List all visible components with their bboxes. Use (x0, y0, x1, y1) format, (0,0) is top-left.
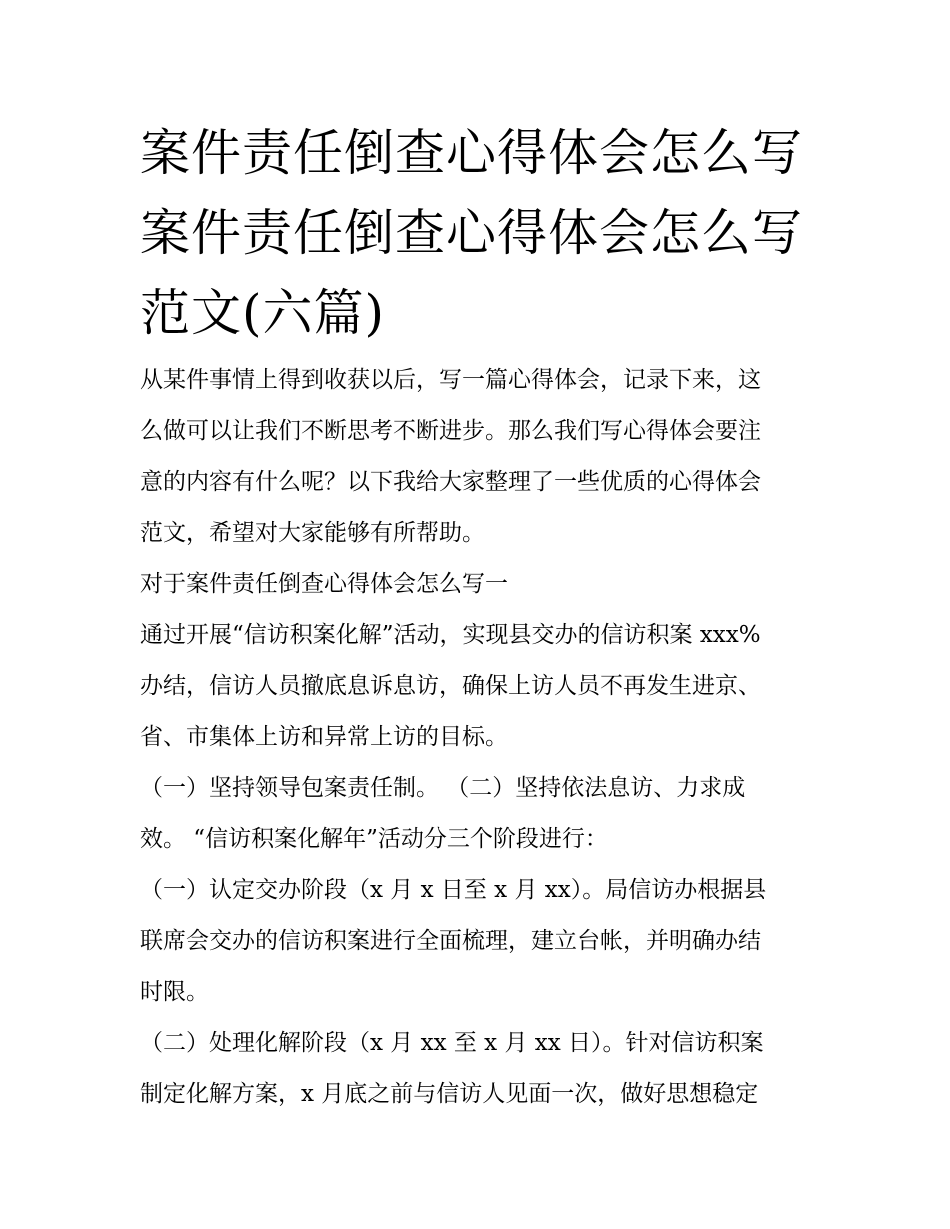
title-line-3: 范文(六篇) (140, 284, 386, 342)
document-title (140, 113, 820, 353)
body-line-13: 时限。 (140, 979, 209, 1005)
body-line-6: 通过开展“信访积案化解”活动，实现县交办的信访积案 xxx% (140, 622, 761, 648)
body-line-11: （一）认定交办阶段（x 月 x 日至 x 月 xx）。局信访办根据县 (140, 877, 767, 903)
document-body (140, 355, 820, 1120)
title-line-2: 案件责任倒查心得体会怎么写 (140, 204, 803, 262)
title-line-1: 案件责任倒查心得体会怎么写 (140, 124, 803, 182)
body-line-4: 范文，希望对大家能够有所帮助。 (140, 520, 485, 546)
body-line-7: 办结，信访人员撤底息诉息访，确保上访人员不再发生进京、 (140, 673, 761, 699)
section-heading-1: 对于案件责任倒查心得体会怎么写一 (140, 571, 508, 597)
body-line-12: 联席会交办的信访积案进行全面梳理，建立台帐，并明确办结 (140, 928, 761, 954)
body-line-15: 制定化解方案，x 月底之前与信访人见面一次，做好思想稳定 (140, 1081, 759, 1107)
body-line-3: 意的内容有什么呢？以下我给大家整理了一些优质的心得体会 (140, 469, 761, 495)
body-line-8: 省、市集体上访和异常上访的目标。 (140, 724, 508, 750)
body-line-9: （一）坚持领导包案责任制。 （二）坚持依法息访、力求成 (140, 775, 746, 801)
body-line-14: （二）处理化解阶段（x 月 xx 至 x 月 xx 日）。针对信访积案 (140, 1030, 764, 1056)
body-line-1: 从某件事情上得到收获以后，写一篇心得体会，记录下来，这 (140, 367, 761, 393)
body-line-10: 效。 “信访积案化解年”活动分三个阶段进行： (140, 826, 608, 852)
body-line-2: 么做可以让我们不断思考不断进步。那么我们写心得体会要注 (140, 418, 761, 444)
